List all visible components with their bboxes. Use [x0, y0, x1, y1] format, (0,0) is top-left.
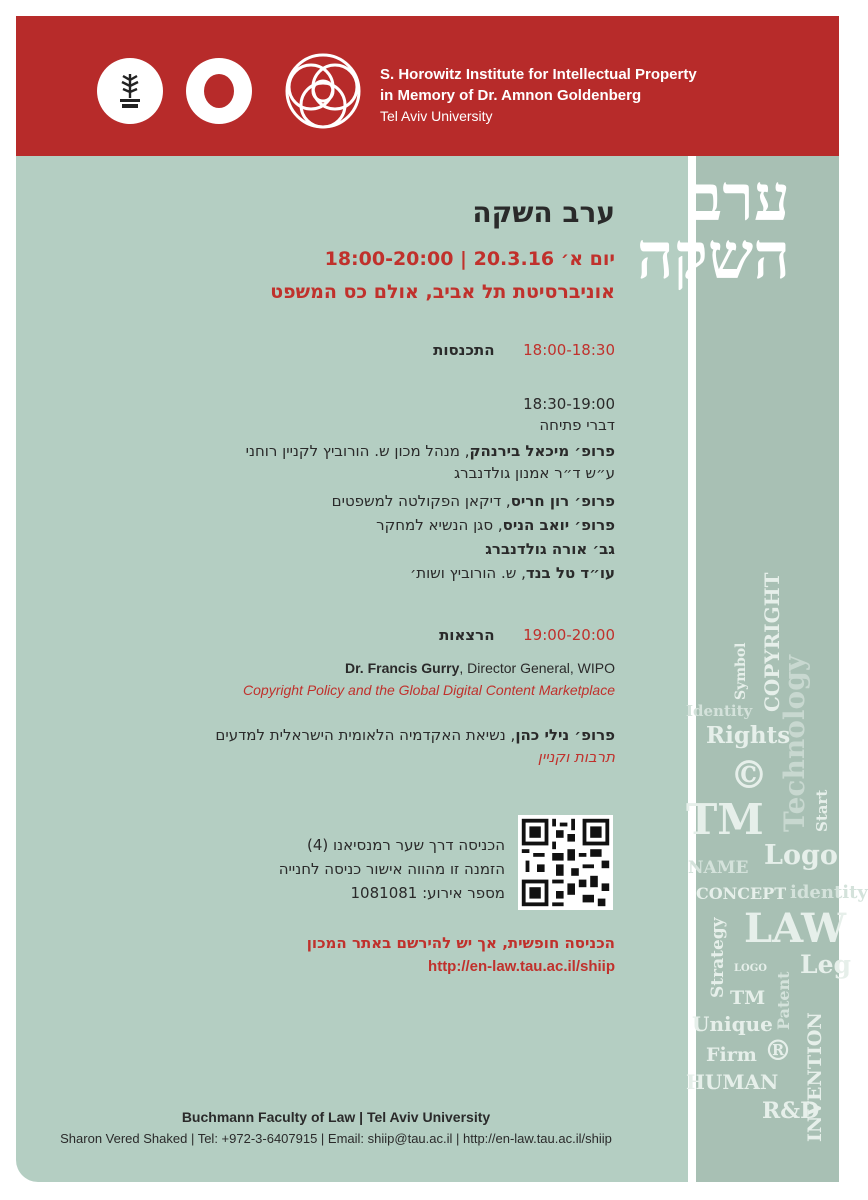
speaker-name: פרופ׳ יואב הניס [502, 516, 615, 534]
word-invention: INVENTION [804, 1012, 826, 1142]
lecture-gurry-title: Copyright Policy and the Global Digital Content Marketplace [243, 682, 615, 698]
word-copyright: COPYRIGHT [760, 572, 784, 712]
word-legal: Leg [800, 950, 851, 979]
speaker-name: פרופ׳ רון חריס [510, 492, 615, 510]
word-tm-large: TM [686, 795, 764, 844]
speaker-role: , מנהל מכון ש. הורוביץ לקניין רוחני [245, 442, 470, 460]
institute-line-2: in Memory of Dr. Amnon Goldenberg [380, 87, 642, 104]
footer-faculty: Buchmann Faculty of Law | Tel Aviv University [181, 1109, 491, 1125]
word-tm-small: TM [730, 987, 766, 1009]
tau-logo-icon [97, 58, 163, 124]
schedule-time: 19:00-20:00 [523, 626, 615, 644]
speaker-name: פרופ׳ מיכאל בירנהק [469, 442, 615, 460]
word-concept: CONCEPT [696, 884, 787, 903]
word-copyright-symbol: © [730, 752, 768, 797]
word-law: LAW [744, 905, 847, 952]
word-registered-symbol: ® [764, 1034, 792, 1067]
ring-logo-icon [186, 58, 252, 124]
lecture-cohen [215, 726, 615, 744]
lecturer-name: פרופ׳ נילי כהן [515, 726, 615, 744]
schedule-label: הרצאות [439, 626, 495, 644]
schedule-lectures [439, 626, 615, 644]
schedule-label: התכנסות [433, 341, 495, 359]
word-strategy: Strategy [708, 917, 728, 998]
word-logo: Logo [764, 840, 838, 871]
registration-link[interactable]: http://en-law.tau.ac.il/shiip [428, 958, 615, 975]
entry-parking: הזמנה זו מהווה אישור כניסה לחנייה [278, 860, 505, 878]
speaker-role: , ש. הורוביץ ושות׳ [410, 564, 526, 582]
word-logo-small: LOGO [734, 963, 767, 974]
event-title: ערב השקה [472, 196, 615, 229]
schedule-time: 18:00-18:30 [523, 341, 615, 359]
institute-line-3: Tel Aviv University [380, 108, 493, 124]
speaker-birnhack-role-2: ע״ש ד״ר אמנון גולדנברג [453, 464, 615, 482]
word-symbol: Symbol [733, 642, 749, 700]
word-rnd: R&D [762, 1098, 820, 1124]
lecturer-role: , נשיאת האקדמיה הלאומית הישראלית למדעים [215, 726, 516, 744]
speaker-role: , סגן הנשיא למחקר [376, 516, 503, 534]
institute-name [380, 64, 697, 126]
schedule-reception [433, 341, 615, 359]
lecture-cohen-title: תרבות וקניין [537, 748, 615, 766]
speaker-birnhack [246, 442, 615, 460]
speaker-band [410, 564, 615, 582]
lecture-gurry [345, 660, 615, 676]
sidebar-title: ערב השקה [636, 161, 790, 294]
footer-contact: Sharon Vered Shaked | Tel: +972-3-6407915 | Email: shiip@tau.ac.il | http://en-law.tau.ac.il/shiip [60, 1131, 612, 1146]
word-identity-2: identity [790, 882, 868, 903]
word-firm: Firm [706, 1044, 757, 1066]
schedule-opening-label: דברי פתיחה [539, 416, 615, 434]
event-date: יום א׳ 20.3.16 | 18:00-20:00 [324, 248, 615, 270]
word-technology: Technology [778, 654, 811, 832]
word-identity: Identity [686, 702, 753, 720]
institute-line-1: S. Horowitz Institute for Intellectual Property [380, 66, 697, 83]
schedule-opening-time: 18:30-19:00 [523, 395, 615, 413]
entry-gate: הכניסה דרך שער רמנסיאנו (4) [306, 836, 505, 854]
qr-code-icon[interactable] [518, 815, 613, 910]
free-entry-note: הכניסה חופשית, אך יש להירשם באתר המכון [306, 934, 615, 952]
speaker-role: , דיקאן הפקולטה למשפטים [331, 492, 511, 510]
word-name: NAME [688, 858, 749, 878]
word-human: HUMAN [686, 1070, 779, 1094]
lecturer-role: , Director General, WIPO [459, 660, 615, 676]
speaker-harris [332, 492, 615, 510]
word-start: Start [813, 789, 831, 832]
word-rights: Rights [706, 722, 791, 749]
entry-event-number: מספר אירוע: 1081081 [350, 884, 505, 902]
lecturer-name: Dr. Francis Gurry [345, 660, 460, 676]
word-patent: Patent [774, 971, 793, 1030]
speaker-goldenberg: גב׳ אורה גולדנברג [485, 540, 615, 558]
word-unique: Unique [692, 1012, 773, 1036]
speaker-name: עו״ד טל בנד [525, 564, 615, 582]
horowitz-institute-logo-icon [273, 41, 373, 141]
header-banner [16, 16, 839, 156]
speaker-henis [376, 516, 615, 534]
event-venue: אוניברסיטת תל אביב, אולם כס המשפט [270, 281, 615, 303]
